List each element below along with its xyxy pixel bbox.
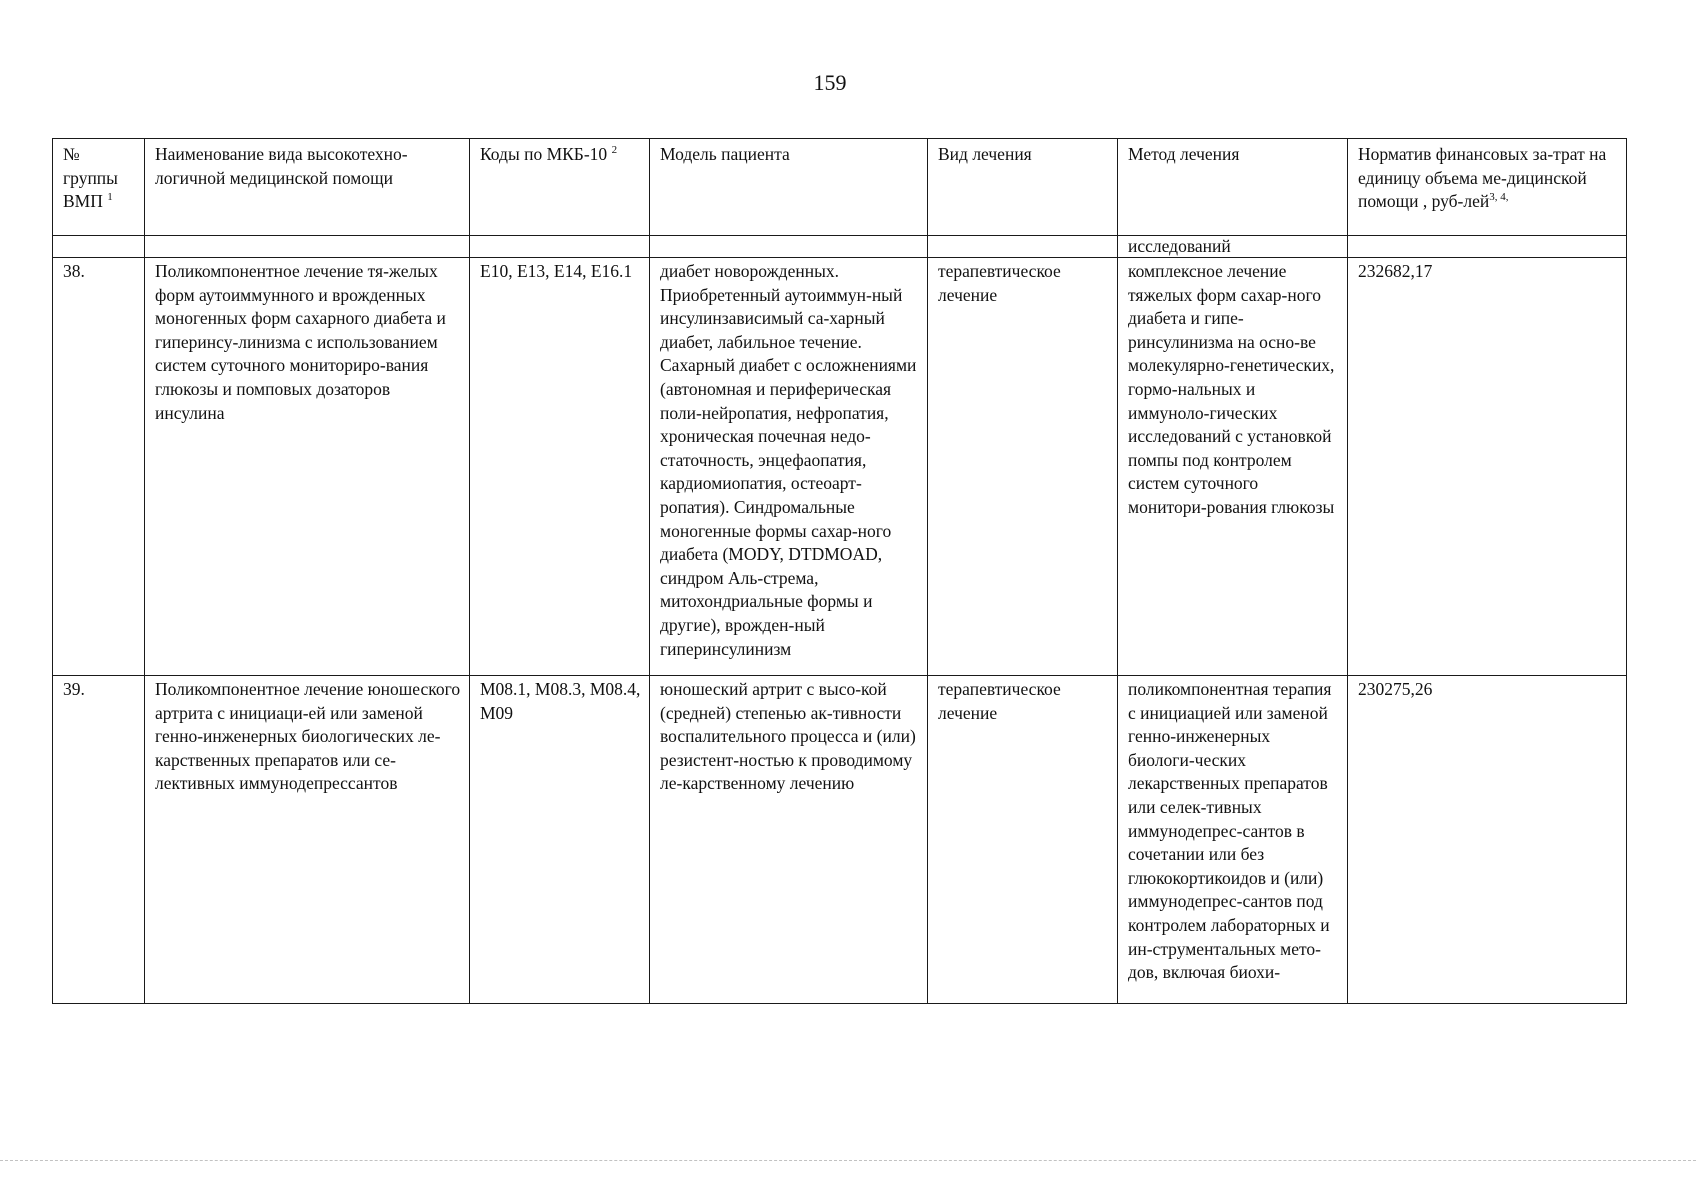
table-cell: [145, 236, 470, 258]
treatment-type: терапевтическое лечение: [928, 258, 1118, 676]
table-header-row: [53, 139, 1627, 236]
header-treatment-type: Вид лечения: [928, 139, 1118, 236]
table-cell: [470, 236, 650, 258]
page-number: 159: [813, 70, 847, 95]
patient-model: юношеский артрит с высо-кой (средней) степенью ак-тивности воспалительного процесса и (или) резистент-ностью к проводимому ле-карственному лечению: [650, 676, 928, 1004]
table-cell: [1348, 236, 1627, 258]
scan-edge-artifact: [0, 1160, 1696, 1161]
continuation-row: [53, 236, 1627, 258]
row-number: 38.: [53, 258, 145, 676]
header-cost-standard: Норматив финансовых за-трат на единицу объема ме-дицинской помощи , руб-лей$^{3, 4,}$: [1348, 139, 1627, 236]
table-row: [53, 676, 1627, 1004]
header-icd-codes: Коды по МКБ-10 $^2$: [470, 139, 650, 236]
row-number: 39.: [53, 676, 145, 1004]
cost-standard: 230275,26: [1348, 676, 1627, 1004]
care-name: Поликомпонентное лечение юношеского артрита с инициаци-ей или заменой генно-инженерных биологических ле-карственных препаратов или се-лективных иммунодепрессантов: [145, 676, 470, 1004]
icd-codes: M08.1, M08.3, M08.4, M09: [470, 676, 650, 1004]
care-name: Поликомпонентное лечение тя-желых форм аутоиммунного и врожденных моногенных форм сахарного диабета и гиперинсу-линизма с использованием систем суточного мониториро-вания глюкозы и помповых дозаторов инсулина: [145, 258, 470, 676]
table-cell: [650, 236, 928, 258]
patient-model: диабет новорожденных. Приобретенный аутоиммун-ный инсулинзависимый са-харный диабет, лабильное течение. Сахарный диабет с осложнениями (автономная и периферическая поли-нейропатия, нефропатия, хроническая почечная недо-статочность, энцефаопатия, кардиомиопатия, остеоарт-ропатия). Синдромальные моногенные формы сахар-ного диабета (MODY, DTDMOAD, синдром Аль-стрема, митохондриальные формы и другие), врожден-ный гиперинсулинизм: [650, 258, 928, 676]
treatment-method: комплексное лечение тяжелых форм сахар-ного диабета и гипе-ринсулинизма на осно-ве молекулярно-генетических, гормо-нальных и иммуноло-гических исследований с установкой помпы под контролем систем суточного монитори-рования глюкозы: [1118, 258, 1348, 676]
icd-codes: E10, E13, E14, E16.1: [470, 258, 650, 676]
header-group-number: № группы ВМП $^1$: [53, 139, 145, 236]
table-row: [53, 258, 1627, 676]
header-treatment-method: Метод лечения: [1118, 139, 1348, 236]
treatment-type: терапевтическое лечение: [928, 676, 1118, 1004]
header-patient-model: Модель пациента: [650, 139, 928, 236]
treatment-method: поликомпонентная терапия с инициацией или заменой генно-инженерных биологи-ческих лекарственных препаратов или селек-тивных иммунодепрес-сантов в сочетании или без глюкокортикоидов и (или) иммунодепрес-сантов под контролем лабораторных и ин-струментальных мето-дов, включая биохи-: [1118, 676, 1348, 1004]
cost-standard: 232682,17: [1348, 258, 1627, 676]
header-care-name: Наименование вида высокотехно-логичной медицинской помощи: [145, 139, 470, 236]
table-cell: [928, 236, 1118, 258]
vmp-table: [52, 138, 1627, 1004]
table-cell: исследований: [1118, 236, 1348, 258]
table-cell: [53, 236, 145, 258]
